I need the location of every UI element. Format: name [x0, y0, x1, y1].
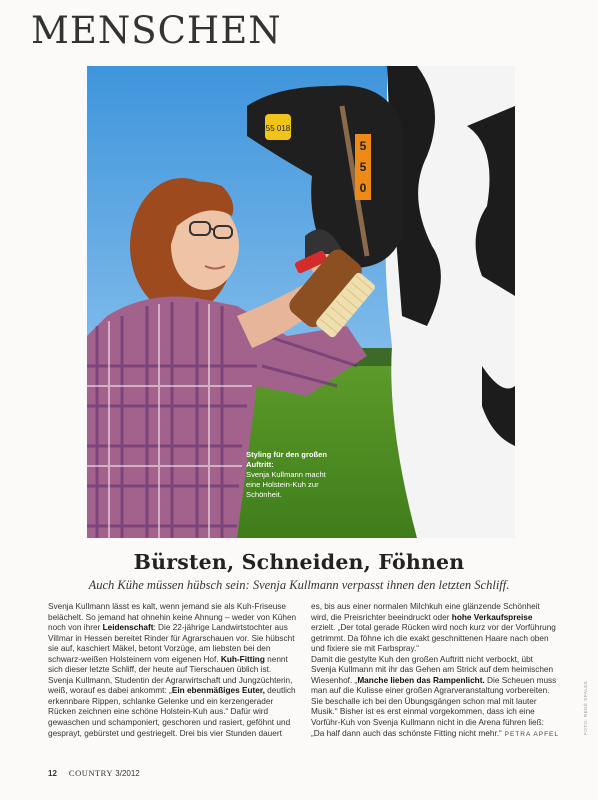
text-run: deutlich erkennbare Rippen, schlanke Gelenke und ein kerzengerader Rücken zeichnen eine schöne Holstein-Kuh aus.“ Dafür wird gewaschen und schamponiert, geschoren und rasiert, geföhnt und gesprayt, gebürstet und gestriegelt. Drei bis vier Stunden dauert: [48, 686, 296, 738]
text-run: Die Scheuen muss man auf die Kulisse einer großen Agrarveranstaltung vorbereiten. Sie beschalle ich bei den Übungsgängen schon mal mit lauter Musik.“ Bisher ist es erst einmal vorgekommen, dass ich eine Vorführ-Kuh von Svenja Kullmann nicht in die Arena führen ließ: „Da half dann auch das schönste Fitting nicht mehr.“: [311, 675, 557, 738]
caption-title: Styling für den großen Auftritt:: [246, 450, 327, 469]
magazine-name: COUNTRY: [68, 768, 114, 778]
issue-number: 3/2012: [115, 769, 140, 778]
text-run: nennt sich dieser letzte Schliff, der heute auf Tierschauen üblich ist.: [48, 654, 288, 675]
text-run: Svenja Kullmann lässt es kalt, wenn jemand sie als Kuh-Friseuse belächelt. So jemand hat ohnehin keine Ahnung – weder von Kühen noch von ihrer: [48, 602, 297, 633]
text-run: es, bis aus einer normalen Milchkuh eine glänzende Schönheit wird, die Preisrichter beeindruckt oder: [311, 602, 540, 622]
body-column-1: [48, 602, 300, 739]
article-headline: Bürsten, Schneiden, Föhnen: [133, 550, 465, 574]
author-byline: PETRA APFEL: [504, 730, 559, 738]
paragraph: [311, 655, 559, 739]
paragraph: [48, 676, 300, 739]
photo-credit: FOTO: RENÉ SPALEK: [583, 680, 588, 735]
page-number: 12: [48, 769, 57, 778]
body-column-2: [311, 602, 559, 740]
page-footer: [48, 768, 140, 778]
text-run: : Die 22-jährige Landwirtstochter aus Villmar in Hessen bereitet Rinder für Agrarschauen vor. Sie hübscht sie auf, kaschiert Mäkel, betont Vorzüge, am liebsten bei den schwarz-weißen Holsteinern vom eigenen Hof.: [48, 623, 295, 664]
paragraph: [311, 602, 559, 655]
bold-keyword: Leidenschaft: [102, 623, 154, 633]
section-title: MENSCHEN: [31, 9, 282, 52]
text-run: erzielt. „Der total gerade Rücken wird noch kurz vor der Vorführung getrimmt. Da föhne ich die exakt geschnittenen Haare nach oben und fixiere sie mit Farbspray.“: [311, 623, 556, 654]
text-run: Damit die gestylte Kuh den großen Auftritt nicht verbockt, übt Svenja Kullmann mit ihr das Gehen am Strick auf dem heimischen Wiesenhof. „: [311, 654, 554, 685]
neck-tag-digit-3: 0: [359, 181, 367, 195]
bold-keyword: Kuh-Fitting: [220, 654, 265, 664]
ear-tag-number: 55 018: [265, 124, 291, 133]
paragraph: [48, 602, 300, 676]
neck-tag-digit-1: 5: [359, 139, 367, 153]
photo-caption: [246, 450, 332, 500]
bold-keyword: Manche lieben das Rampenlicht.: [357, 675, 485, 685]
article-deck: Auch Kühe müssen hübsch sein: Svenja Kullmann verpasst ihnen den letzten Schliff.: [88, 578, 510, 592]
bold-keyword: Ein ebenmäßiges Euter,: [171, 686, 265, 696]
caption-text: Svenja Kullmann macht eine Holstein-Kuh zur Schönheit.: [246, 470, 326, 499]
text-run: Svenja Kullmann, Studentin der Agrarwirtschaft und Jungzüchterin, weiß, worauf es dabei ankommt: „: [48, 675, 293, 696]
bold-keyword: hohe Verkaufspreise: [451, 612, 533, 622]
neck-tag-digit-2: 5: [359, 160, 367, 174]
